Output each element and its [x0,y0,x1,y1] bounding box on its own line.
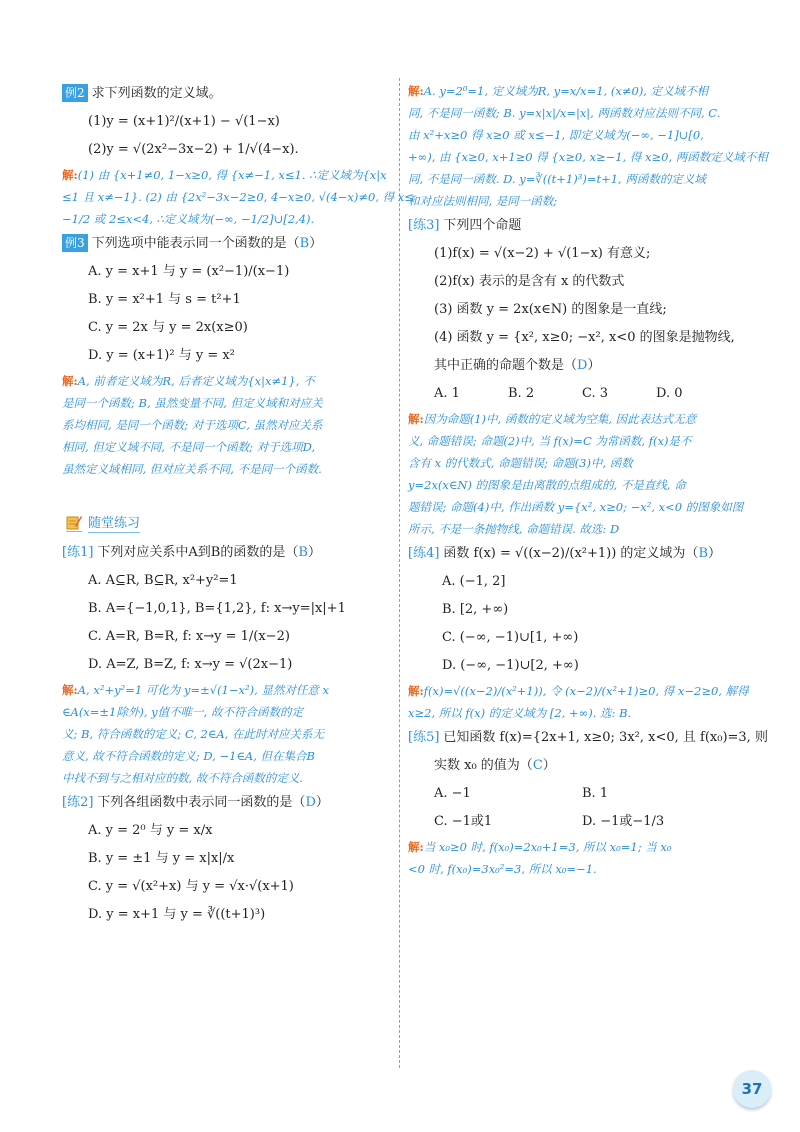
math-line [408,752,742,780]
line-text: 下列四个命题 [443,218,522,233]
math-line [62,108,390,136]
solution-line [62,723,390,745]
math-line [408,324,742,352]
close-paren: ） [309,236,323,251]
line-text: D. y = (x+1)² 与 y = x² [88,348,235,363]
option: A. −1 [434,786,471,801]
solution-line [408,430,742,452]
math-line [62,314,390,342]
line-text: A. (−1, 2] [442,574,506,589]
line-text: 其中正确的命题个数是（ [434,358,578,373]
line-text: C. A=R, B=R, f: x→y = 1/(x−2) [88,629,290,644]
line-text: 含有 x 的代数式, 命题错误; 命题(3)中, 函数 [408,456,633,470]
answer-choice: B [299,236,310,251]
line-text: ≤1 且 x≠−1}. (2) 由 {2x²−3x−2≥0, 4−x≥0, √(4−x)≠0, 得 x≤ [62,190,414,204]
answer-choice: D [305,795,316,810]
solution-line [408,836,742,858]
line-text: 下列各组函数中表示同一函数的是（ [97,795,306,810]
math-line [62,595,390,623]
line-text: 已知函数 f(x)={2x+1, x≥0; 3x², x<0, 且 f(x₀)=3, 则 [443,730,768,745]
close-paren: ） [587,358,601,373]
exercise-tag: [练3] [408,218,440,233]
option: B. 1 [582,786,609,801]
question-line [62,230,390,258]
solution-line [408,80,742,102]
line-text: A, 前者定义域为R, 后者定义域为{x|x≠1}, 不 [77,374,315,388]
solution-line [62,208,390,230]
line-text: 所示, 不是一条抛物线, 命题错误. 故选: D [408,522,620,536]
option: D. 0 [656,386,683,401]
solution-line [62,767,390,789]
line-text: 同, 不是同一函数; B. y=x|x|/x=|x|, 两函数对应法则不同, C. [408,106,721,120]
math-line [408,652,742,680]
solution-label: 解: [408,412,424,426]
line-text: 下列对应关系中A到B的函数的是（ [97,545,299,560]
solution-line [408,518,742,540]
math-line [62,567,390,595]
math-line [62,817,390,845]
solution-line [408,858,742,880]
answer-choice: B [698,546,708,561]
math-line [408,352,742,380]
math-line [62,136,390,164]
line-text: D. y = x+1 与 y = ∛((t+1)³) [88,907,266,922]
math-line [408,296,742,324]
solution-line [62,745,390,767]
math-line [62,873,390,901]
line-text: (2)f(x) 表示的是含有 x 的代数式 [434,274,625,289]
math-line [408,596,742,624]
solution-label: 解: [408,84,424,98]
line-text: −1/2 或 2≤x<4, ∴定义域为(−∞, −1/2]∪[2,4). [62,212,315,226]
line-text: <0 时, f(x₀)=3x₀²=3, 所以 x₀=−1. [408,862,597,876]
math-line [62,845,390,873]
answer-choice: B [298,545,308,560]
line-text: y=2x(x∈N) 的图象是由离散的点组成的, 不是直线, 命 [408,478,686,492]
exercise-tag: [练1] [62,545,94,560]
option: B. 2 [508,386,535,401]
solution-line [62,414,390,436]
math-line [408,268,742,296]
right-column [408,80,768,880]
example-tag: 例3 [62,234,88,252]
line-text: (1)f(x) = √(x−2) + √(1−x) 有意义; [434,246,651,261]
section-spacer [62,480,390,494]
line-text: B. y = x²+1 与 s = t²+1 [88,292,241,307]
solution-line [62,370,390,392]
math-line [62,623,390,651]
close-paren: ） [708,546,722,561]
line-text: 和对应法则相同, 是同一函数; [408,194,558,208]
notebook-pencil-icon [66,514,82,532]
line-text: (1)y = (x+1)²/(x+1) − √(1−x) [88,114,280,129]
line-text: 义; B, 符合函数的定义; C, 2∈A, 在此时对应关系无 [62,727,324,741]
column-divider [399,78,400,1068]
solution-line [408,190,742,212]
math-line [62,258,390,286]
line-text: 由 x²+x≥0 得 x≥0 或 x≤−1, 即定义域为(−∞, −1]∪[0, [408,128,704,142]
line-text: A, x²+y²=1 可化为 y=±√(1−x²), 显然对任意 x [77,683,330,697]
question-line [62,539,390,567]
line-text: D. A=Z, B=Z, f: x→y = √(2x−1) [88,657,293,672]
solution-label: 解: [62,683,78,697]
question-line [408,212,742,240]
option: D. −1或−1/3 [582,814,665,829]
solution-line [408,474,742,496]
solution-line [62,436,390,458]
question-line [408,724,768,752]
options-row [408,808,742,836]
solution-line [62,392,390,414]
solution-line [408,702,742,724]
math-line [62,342,390,370]
line-text: D. (−∞, −1)∪[2, +∞) [442,658,579,673]
line-text: B. A={−1,0,1}, B={1,2}, f: x→y=|x|+1 [88,601,346,616]
example-tag: 例2 [62,84,88,102]
line-text: 当 x₀≥0 时, f(x₀)=2x₀+1=3, 所以 x₀=1; 当 x₀ [423,840,672,854]
solution-line [408,452,742,474]
page-number: 37 [733,1070,771,1108]
solution-line [408,168,742,190]
close-paren: ） [307,545,321,560]
close-paren: ） [315,795,329,810]
math-line [408,240,742,268]
solution-label: 解: [408,840,424,854]
options-row [408,380,742,408]
line-text: 虽然定义域相同, 但对应关系不同, 不是同一个函数. [62,462,322,476]
math-line [408,568,742,596]
solution-line [62,679,390,701]
line-text: B. y = ±1 与 y = x|x|/x [88,851,235,866]
line-text: 求下列函数的定义域。 [91,86,222,101]
option: C. 3 [582,386,609,401]
solution-line [408,496,742,518]
solution-label: 解: [62,168,78,182]
option: C. −1或1 [434,814,493,829]
math-line [62,651,390,679]
question-line [62,789,390,817]
exercise-tag: [练5] [408,730,440,745]
solution-line [408,146,768,168]
solution-line [62,458,390,480]
answer-choice: D [577,358,588,373]
close-paren: ） [542,758,556,773]
option: A. 1 [434,386,460,401]
line-text: A. y = x+1 与 y = (x²−1)/(x−1) [88,264,290,279]
exercise-tag: [练2] [62,795,94,810]
line-text: 题错误; 命题(4)中, 作出函数 y={x², x≥0; −x², x<0 的图象如图 [408,500,744,514]
solution-label: 解: [62,374,78,388]
line-text: 相同, 但定义域不同, 不是同一个函数; 对于选项D, [62,440,316,454]
line-text: 义, 命题错误; 命题(2)中, 当 f(x)=C 为常函数, f(x)是不 [408,434,692,448]
line-text: +∞), 由 {x≥0, x+1≥0 得 {x≥0, x≥−1, 得 x≥0, 两函数定义域不相 [408,150,768,164]
line-text: 中找不到与之相对应的数, 故不符合函数的定义. [62,771,303,785]
line-text: A. y = 2⁰ 与 y = x/x [88,823,213,838]
line-text: (1) 由 {x+1≠0, 1−x≥0, 得 {x≠−1, x≤1. ∴定义域为{x|x [77,168,387,182]
left-column [62,80,414,929]
section-heading-text: 随堂练习 [88,512,140,533]
line-text: 因为命题(1)中, 函数的定义域为空集, 因此表达式无意 [423,412,697,426]
line-text: (4) 函数 y = {x², x≥0; −x², x<0 的图象是抛物线, [434,330,735,345]
line-text: (3) 函数 y = 2x(x∈N) 的图象是一直线; [434,302,667,317]
line-text: 是同一个函数; B, 虽然变量不同, 但定义域和对应关 [62,396,323,410]
line-text: C. (−∞, −1)∪[1, +∞) [442,630,579,645]
line-text: 下列选项中能表示同一个函数的是（ [91,236,300,251]
solution-line [408,102,742,124]
math-line [62,901,390,929]
line-text: B. [2, +∞) [442,602,509,617]
line-text: f(x)=√((x−2)/(x²+1)), 令 (x−2)/(x²+1)≥0, 得 x−2≥0, 解得 [423,684,749,698]
line-text: 函数 f(x) = √((x−2)/(x²+1)) 的定义域为（ [443,546,699,561]
line-text: (2)y = √(2x²−3x−2) + 1/√(4−x). [88,142,299,157]
options-row [408,780,742,808]
solution-label: 解: [408,684,424,698]
line-text: 系均相同, 是同一个函数; 对于选项C, 虽然对应关系 [62,418,323,432]
section-heading [66,512,390,533]
answer-choice: C [532,758,543,773]
line-text: x≥2, 所以 f(x) 的定义域为 [2, +∞). 选: B. [408,706,632,720]
math-line [62,286,390,314]
question-line [408,540,742,568]
exercise-tag: [练4] [408,546,440,561]
line-text: 实数 x₀ 的值为（ [434,758,533,773]
solution-line [408,124,742,146]
line-text: C. y = √(x²+x) 与 y = √x·√(x+1) [88,879,294,894]
solution-line [408,408,742,430]
math-line [408,624,742,652]
line-text: ∈A(x=±1除外), y值不唯一, 故不符合函数的定 [62,705,303,719]
solution-line [408,680,749,702]
line-text: C. y = 2x 与 y = 2x(x≥0) [88,320,248,335]
solution-line [62,186,414,208]
solution-line [62,701,390,723]
line-text: A. y=2⁰=1, 定义域为R, y=x/x=1, (x≠0), 定义域不相 [423,84,709,98]
solution-line [62,164,390,186]
question-line [62,80,390,108]
line-text: 同, 不是同一函数. D. y=∛((t+1)³)=t+1, 两函数的定义域 [408,172,706,186]
line-text: 意义, 故不符合函数的定义; D, −1∈A, 但在集合B [62,749,315,763]
line-text: A. A⊆R, B⊆R, x²+y²=1 [88,573,238,588]
